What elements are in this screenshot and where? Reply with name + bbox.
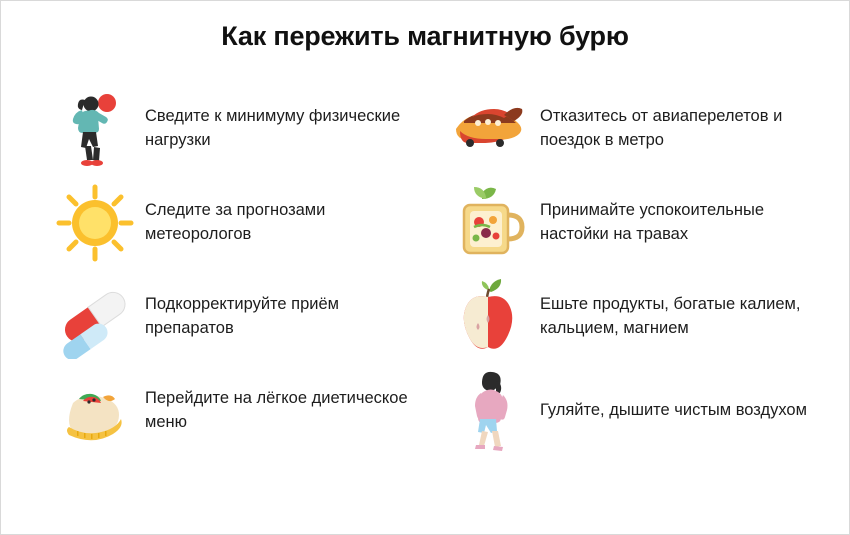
- tip-item: [448, 364, 827, 458]
- tip-item: [448, 176, 827, 270]
- tip-text: Подкорректируйте приём препаратов: [145, 295, 340, 337]
- tip-item: [53, 364, 432, 458]
- tips-column-right: [432, 82, 827, 458]
- tip-item: [448, 270, 827, 364]
- tip-text: Отказитесь от авиаперелетов и поездок в метро: [540, 107, 783, 149]
- tip-item: [53, 176, 432, 270]
- tip-item: [448, 82, 827, 176]
- tip-text: Сведите к минимуму физические нагрузки: [145, 107, 401, 149]
- walking-woman-icon: [448, 369, 532, 453]
- woman-exercising-icon: [53, 87, 137, 171]
- tip-text: Следите за прогнозами метеорологов: [145, 201, 326, 243]
- tip-text: Перейдите на лёгкое диетическое меню: [145, 389, 408, 431]
- pills-capsule-icon: [53, 275, 137, 359]
- tip-item: [53, 270, 432, 364]
- tips-columns: [1, 52, 849, 458]
- tip-text: Принимайте успокоительные настойки на травах: [540, 201, 765, 243]
- tip-text: Гуляйте, дышите чистым воздухом: [540, 401, 807, 420]
- airplane-icon: [448, 87, 532, 171]
- sun-icon: [53, 181, 137, 265]
- apple-icon: [448, 275, 532, 359]
- herbal-tea-mug-icon: [448, 181, 532, 265]
- diet-measuring-tape-icon: [53, 369, 137, 453]
- tips-column-left: [53, 82, 432, 458]
- page-title: Как пережить магнитную бурю: [221, 21, 629, 51]
- tip-text: Ешьте продукты, богатые калием, кальцием, магнием: [540, 295, 801, 337]
- tip-item: [53, 82, 432, 176]
